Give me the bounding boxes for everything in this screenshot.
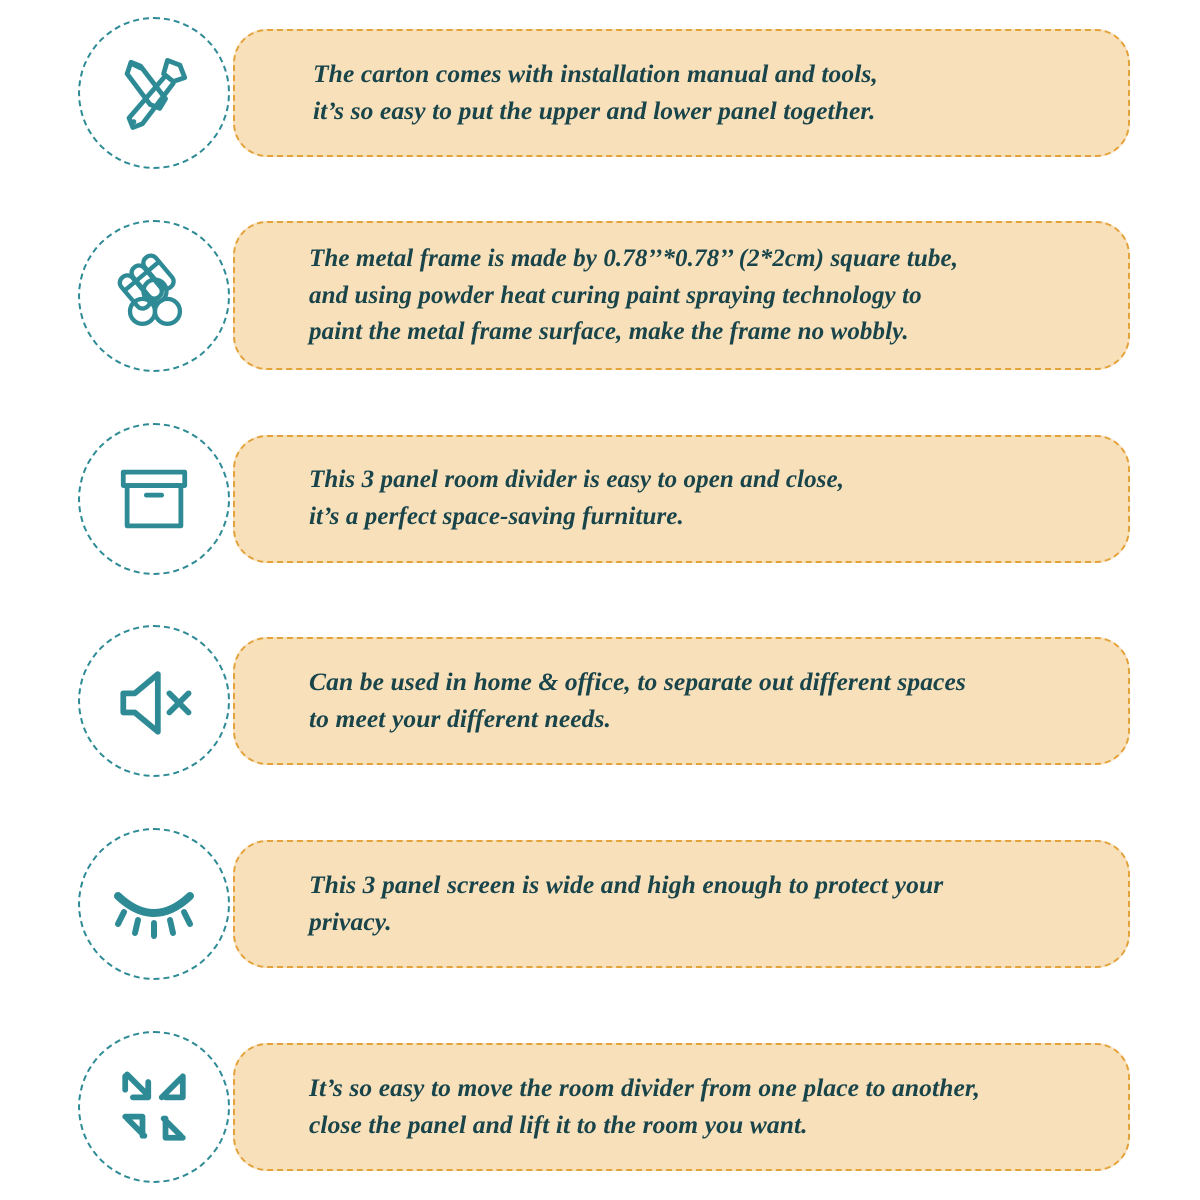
feature-text <box>233 29 1130 157</box>
feature-line: This 3 panel screen is wide and high enough to protect your <box>309 870 944 900</box>
feature-text <box>233 1043 1130 1171</box>
closed-eye-privacy-icon <box>78 828 230 980</box>
feature-line: it’s a perfect space-saving furniture. <box>309 502 684 530</box>
feature-row <box>78 424 1130 574</box>
feature-line: It’s so easy to move the room divider from one place to another, <box>309 1073 981 1103</box>
feature-line: paint the metal frame surface, make the frame no wobbly. <box>309 317 909 345</box>
feature-line: privacy. <box>309 907 392 937</box>
feature-text <box>233 840 1130 968</box>
feature-text <box>233 637 1130 765</box>
feature-text <box>233 435 1130 563</box>
feature-line: and using powder heat curing paint spraying technology to <box>309 281 922 309</box>
feature-row <box>78 626 1130 776</box>
feature-line: The metal frame is made by 0.78’’*0.78’’ (2*2cm) square tube, <box>309 245 959 273</box>
stacked-square-tubes-icon <box>78 220 230 372</box>
feature-line: it’s so easy to put the upper and lower panel together. <box>313 96 876 125</box>
feature-line: This 3 panel room divider is easy to open and close, <box>309 466 845 494</box>
feature-line: close the panel and lift it to the room you want. <box>309 1109 808 1139</box>
feature-line: The carton comes with installation manual and tools, <box>313 59 878 89</box>
feature-row <box>78 1032 1130 1182</box>
feature-text <box>233 221 1130 370</box>
feature-line: Can be used in home & office, to separate out different spaces <box>309 667 966 697</box>
feature-row <box>78 829 1130 979</box>
tools-screwdriver-wrench-icon <box>78 17 230 169</box>
feature-row <box>78 18 1130 168</box>
feature-line: to meet your different needs. <box>309 704 612 734</box>
mute-speaker-icon <box>78 625 230 777</box>
collapse-arrows-icon <box>78 1031 230 1183</box>
feature-row <box>78 221 1130 371</box>
storage-box-icon <box>78 423 230 575</box>
